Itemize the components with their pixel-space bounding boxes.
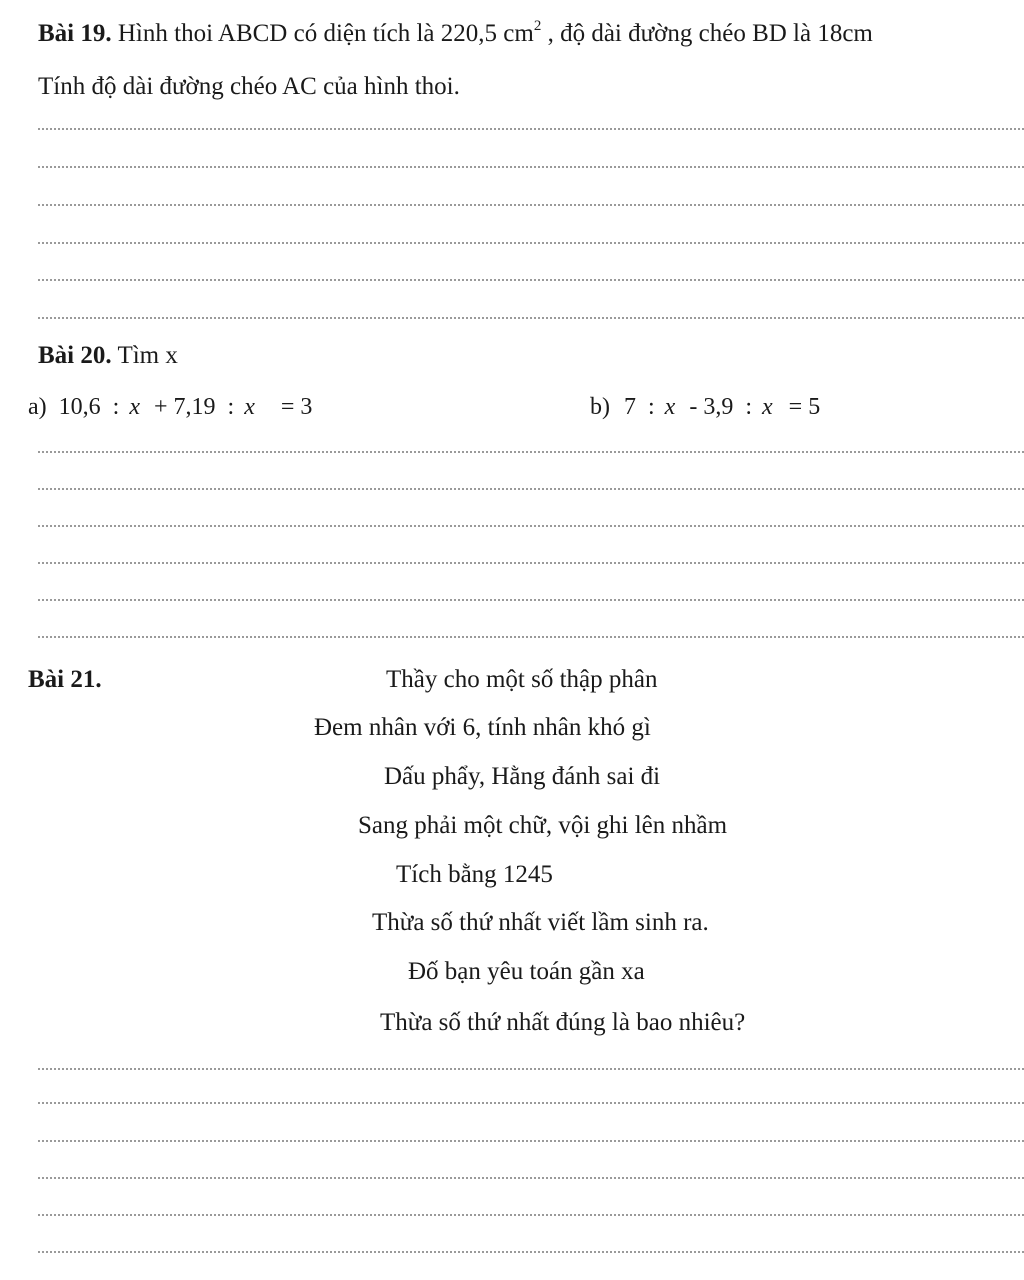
bai19-text-post: , độ dài đường chéo BD là 18cm bbox=[541, 20, 873, 47]
answer-line bbox=[38, 166, 1024, 168]
answer-line bbox=[38, 636, 1024, 638]
answer-line bbox=[38, 242, 1024, 244]
answer-line bbox=[38, 1140, 1024, 1142]
poem-line: Thừa số thứ nhất đúng là bao nhiêu? bbox=[380, 1009, 746, 1036]
answer-line bbox=[38, 1102, 1024, 1104]
bai19-text-pre: Hình thoi ABCD có diện tích là 220,5 cm bbox=[117, 20, 534, 47]
poem-line: Dấu phẩy, Hằng đánh sai đi bbox=[384, 763, 661, 790]
poem-line: Sang phải một chữ, vội ghi lên nhầm bbox=[358, 812, 728, 839]
answer-line bbox=[38, 1068, 1024, 1070]
answer-line bbox=[38, 128, 1024, 130]
poem-line: Đem nhân với 6, tính nhân khó gì bbox=[314, 714, 651, 741]
bai19-superscript: 2 bbox=[533, 17, 542, 34]
answer-line bbox=[38, 1251, 1024, 1253]
bai20-title: Tìm x bbox=[117, 342, 178, 369]
poem-line: Thầy cho một số thập phân bbox=[386, 666, 658, 693]
poem-line: Đố bạn yêu toán gần xa bbox=[408, 958, 645, 985]
poem-line: Thừa số thứ nhất viết lầm sinh ra. bbox=[372, 909, 709, 936]
answer-line bbox=[38, 279, 1024, 281]
bai19-heading: Bài 19. bbox=[38, 20, 112, 47]
bai20-heading: Bài 20. bbox=[38, 342, 112, 369]
answer-line bbox=[38, 204, 1024, 206]
poem-line: Tích bằng 1245 bbox=[396, 861, 553, 888]
answer-line bbox=[38, 451, 1024, 453]
bai19-line1 bbox=[38, 19, 873, 49]
bai21-heading: Bài 21. bbox=[28, 666, 102, 693]
bai19-line2: Tính độ dài đường chéo AC của hình thoi. bbox=[38, 73, 460, 100]
answer-line bbox=[38, 1177, 1024, 1179]
answer-line bbox=[38, 525, 1024, 527]
answer-line bbox=[38, 1214, 1024, 1216]
answer-line bbox=[38, 562, 1024, 564]
part-a-label: a) bbox=[28, 394, 47, 420]
bai20-heading-line bbox=[38, 341, 178, 371]
answer-line bbox=[38, 599, 1024, 601]
answer-line bbox=[38, 488, 1024, 490]
bai20-part-b: b) 7 : x - 3,9 : x = 5 bbox=[590, 394, 821, 420]
answer-line bbox=[38, 317, 1024, 319]
part-b-label: b) bbox=[590, 394, 610, 420]
bai20-part-a: a) 10,6 : x + 7,19 : x = 3 bbox=[28, 394, 313, 420]
